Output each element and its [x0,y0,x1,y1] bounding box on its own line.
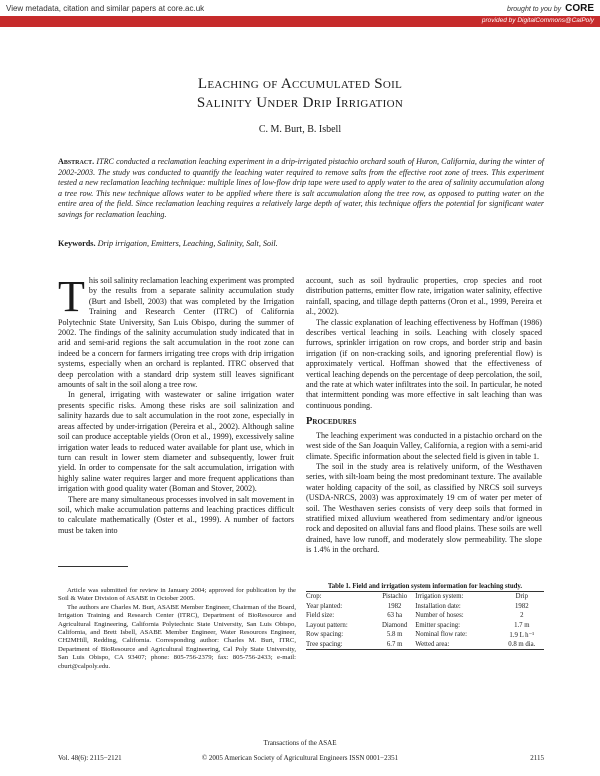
title-line-2: Salinity Under Drip Irrigation [196,95,404,111]
table-cell-value: 1982 [515,602,529,610]
table-row [306,640,544,650]
paragraph: The classic explanation of leaching effectiveness by Hoffman (1986) describes vertical leaching in soils. Leaching with closely spaced furrows, sprinkler irrigation on row crops, and border strip and basin irrigation (if on non-cracking soils, and ignoring preferential flow) is approximately vertical. Hoffman showed that the effectiveness of vertical leaching depends on the percentage of deep percolation, the soil, and the rate at which water infiltrates into the soil. In particular, he noted that intermittent ponding was more effective in salt leaching than was continuous ponding. [306,317,542,410]
table-cell-label: Crop: [306,593,322,601]
table-cell-value: 1.9 L h⁻¹ [509,631,535,639]
abstract-label: Abstract. [58,157,95,166]
table-body [306,592,544,649]
table-row [306,611,544,621]
paragraph: The soil in the study area is relatively uniform, of the Westhaven series, with silt-loam being the most predominant texture. The available water holding capacity of the soil, as classified by NRCS soil surveys (USDA-NRCS, 2003) was approximately 19 cm of water per meter of soil. The Westhaven series consists of very deep soils that formed in stratified mixed alluvium weathered from sedimentary and/or igneous rock and deposited on alluvial fans and flood plains. These soils are well drained, have low runoff, and moderately slow permeability. The slope is 1.4% in the orchard. [306,461,542,555]
footnote-authors: The authors are Charles M. Burt, ASABE Member Engineer, Chairman of the Board, Irrigation Training and Research Center (ITRC), Department of BioResource and Agricultural Engineering, California Polytechnic State University, San Luis Obispo, California, and Brett Isbell, ASABE Member Engineer, Water Resources Engineer, CH2MHill, Redding, California. Corresponding author: Charles M. Burt, ITRC, Department of BioResource and Agricultural Engineering, Cal Poly State University, San Luis Obispo, CA 93407; phone: 805-756-2379; fax: 805-756-2433; e-mail: cburt@calpoly.edu. [58,603,296,670]
brought-to-you-label: brought to you by [507,6,562,13]
paper-title [0,75,600,113]
table-cell-value: 63 ha [387,612,403,620]
left-column [58,272,294,536]
table-cell-value: 2 [520,612,524,620]
paragraph: The leaching experiment was conducted in a pistachio orchard on the west side of the San Joaquin Valley, California, a region with a semi-arid climate. Specific information about the selected field is given in table 1. [306,430,542,461]
table-cell-label: Year planted: [306,602,343,610]
copyright: © 2005 American Society of Agricultural Engineers ISSN 0001−2351 [201,754,399,762]
table-row [306,592,544,602]
intro-paragraph [58,272,294,390]
title-line-1: Leaching of Accumulated Soil [197,76,403,92]
keywords-label: Keywords. [58,239,96,248]
footnote [58,587,296,671]
table-cell-label: Installation date: [415,602,461,610]
table-row [306,621,544,631]
core-logo: CORE [565,3,594,14]
right-column [306,276,542,556]
table-cell-value: Drip [515,593,529,601]
table-1 [306,583,544,650]
view-metadata-link[interactable]: View metadata, citation and similar papers at core.ac.uk [6,4,205,13]
table-cell-value: Pistachio [382,593,408,601]
table-cell-label: Wetted area: [415,640,450,648]
section-heading: Procedures [306,416,357,428]
table-bottom-rule [306,649,544,650]
paragraph: In general, irrigating with wastewater or saline irrigation water presents specific risks. Among these risks are soil salinization and salinity hazards due to salt accumulation in the root zone, especially in areas affected by under-irrigation (Pereira et al., 2002). Although saline soil can produce acceptable yields (Oron et al., 1999), excessively saline irrigation water leads to reduced water available for plant use, which in turn can result in lower stem diameter and subsequently, lower fruit yield. In order to compensate for the salt accumulation, irrigation with highly saline water requires larger and more frequent applications than irrigation with good quality water (Boman and Stover, 2002). [58,390,294,494]
table-row [306,602,544,612]
table-cell-value: Diamond [382,621,408,629]
journal-name: Transactions of the ASAE [263,739,337,747]
authors: C. M. Burt, B. Isbell [258,124,342,135]
table-cell-label: Emitter spacing: [415,621,461,629]
table-caption: Table 1. Field and irrigation system information for leaching study. [327,583,523,590]
page-number: 2115 [530,754,544,762]
footnote-submission: Article was submitted for review in January 2004; approved for publication by the Soil & Water Division of ASABE in October 2005. [58,587,296,603]
drop-cap: T [58,272,85,321]
volume-info: Vol. 48(6): 2115−2121 [58,754,122,762]
abstract [58,157,544,221]
provided-by-link[interactable]: provided by DigitalCommons@CalPoly [481,17,594,24]
paragraph-text: his soil salinity reclamation leaching experiment was prompted by the results from a separate salinity accumulation study (Burt and Isbell, 2003) that was completed by the Irrigation Training and Research Center (ITRC) of California Polytechnic State University, San Luis Obispo, during the summer of 2002. The findings of the salinity accumulation study indicated that in arid and semi-arid regions the salt accumulation in the root zone can indeed be a concern for farmers irrigating tree crops with drip irrigation systems, especially when an orchard is replanted. ITRC observed that deep percolation with a standard drip system still leaves significant amounts of salt in the soil along a tree row. [58,276,294,390]
table-cell-label: Tree spacing: [306,640,343,648]
table-cell-value: 6.7 m [386,640,403,648]
table-cell-value: 1982 [387,602,402,610]
keywords-text: Drip irrigation, Emitters, Leaching, Salinity, Salt, Soil. [95,239,278,248]
paragraph: account, such as soil hydraulic properties, crop species and root distribution patterns, emitter flow rate, irrigation water salinity, effective rainfall, spacing, and tillage depth patterns (Oron et al., 1999, Pereira et al., 2002). [306,276,542,317]
table-cell-label: Number of hoses: [415,612,464,620]
core-badge[interactable] [507,3,594,14]
table-cell-label: Irrigation system: [415,593,464,601]
footnote-rule [58,566,128,567]
table-cell-label: Row spacing: [306,631,344,639]
table-cell-label: Nominal flow rate: [415,631,467,639]
table-cell-label: Layout pattern: [306,621,348,629]
table-row [306,630,544,640]
provider-bar [0,16,600,27]
abstract-text: ITRC conducted a reclamation leaching experiment in a drip-irrigated pistachio orchard south of Huron, California, during the winter of 2002-2003. The study was conducted to quantify the leaching water required to remove salts from the effective root zone of trees. This experiment tested a new reclamation leaching technique: multiple lines of low-flow drip tape were used to apply water to the area of salinity accumulation along a tree row. This new technique allows water to be applied where there is salt accumulation along the tree row, as opposed to putting water on the entire area of the field. Since reclamation leaching requires a relatively large depth of water, this technique offers the potential for significant water savings for reclamation leaching. [58,157,544,219]
table-cell-value: 0.8 m dia. [508,640,536,648]
table-cell-value: 5.8 m [386,631,403,639]
paragraph: There are many simultaneous processes involved in salt movement in soil, which make accumulation patterns and leaching practices difficult to calculate mathematically (Oster et al., 1999). A number of factors must be taken into [58,494,294,535]
keywords [58,239,544,248]
table-cell-value: 1.7 m [514,621,530,629]
table-cell-label: Field size: [306,612,335,620]
